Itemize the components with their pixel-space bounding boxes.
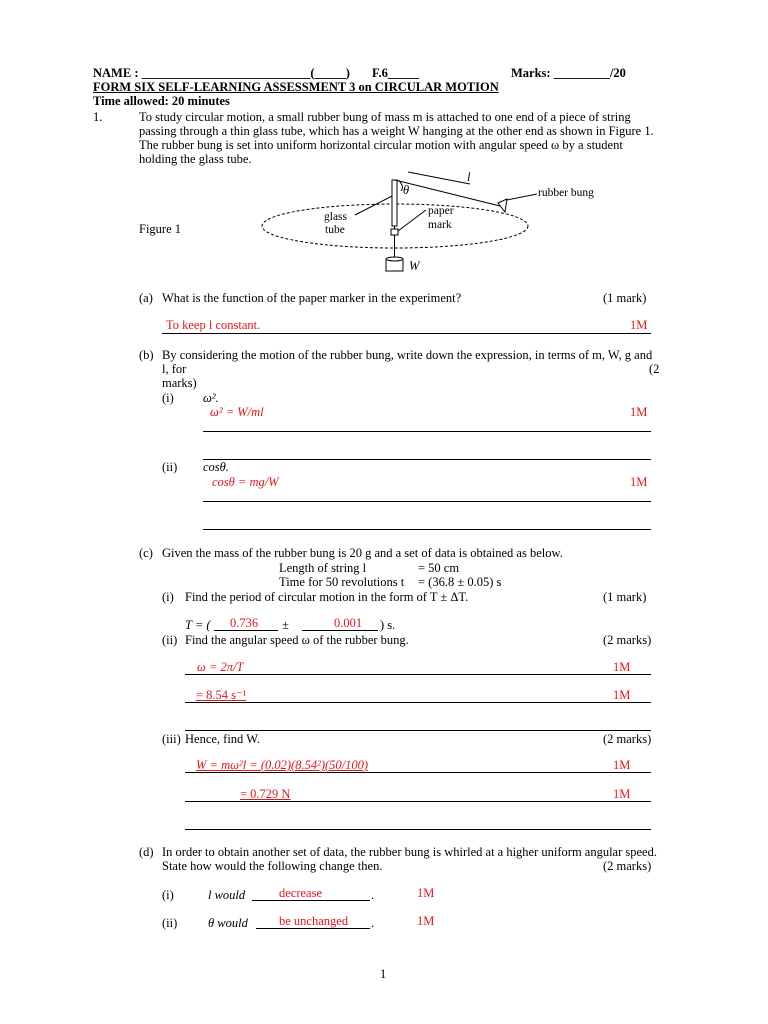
form-field-label: F.6_____ [372,66,420,80]
part-c-sub-ii-text: Find the angular speed ω of the rubber bung. [185,633,409,647]
part-c-sub-i-marks: (1 mark) [603,590,647,604]
part-c-sub-ii-answer-2-mark: 1M [613,688,631,702]
name-field-label: NAME : ___________________________(_____) [93,66,350,80]
part-c-data-2-value: = (36.8 ± 0.05) s [418,575,502,589]
part-b-marks-1: (2 [649,362,660,376]
part-b-sub-i-mark: 1M [630,405,648,419]
part-b-sub-i-line-2 [203,459,651,460]
part-c-question: Given the mass of the rubber bung is 20 g and a set of data is obtained as below. [162,546,563,560]
figure-label-tube: tube [325,224,345,236]
question-intro-line-3: The rubber bung is set into uniform horizontal circular motion with angular speed ω by a student [139,138,623,152]
part-c-sub-ii-line-1 [185,674,651,675]
part-a-question: What is the function of the paper marker in the experiment? [162,291,462,305]
part-a-marks: (1 mark) [603,291,647,305]
question-number: 1. [93,110,103,124]
part-c-T-suffix: ) s. [380,618,396,632]
figure-label-theta: θ [403,183,410,197]
part-a-label: (a) [139,291,153,305]
part-c-sub-ii-answer-1-mark: 1M [613,660,631,674]
part-c-T-blank [214,630,278,631]
figure-caption: Figure 1 [139,222,182,236]
part-c-dT-blank [302,630,378,631]
part-b-sub-ii-answer: cosθ = mg/W [212,475,279,489]
part-c-sub-ii-answer-1: ω = 2π/T [197,660,244,674]
part-d-sub-i-text: l would [208,888,246,902]
part-d-question-line-2: State how would the following change then. [162,859,383,873]
part-d-sub-i-mark: 1M [417,886,435,900]
part-c-T-value: 0.736 [230,616,259,630]
part-c-dT-value: 0.001 [334,616,363,630]
figure-label-glass: glass [324,211,347,223]
part-d-sub-ii-text: θ would [208,916,248,930]
part-c-sub-ii-marks: (2 marks) [603,633,652,647]
part-c-data-1-label: Length of string l [279,561,367,575]
part-c-sub-iii-answer-2: = 0.729 N [240,787,291,801]
part-c-sub-iii-answer-2-mark: 1M [613,787,631,801]
figure-label-l: l [467,170,471,184]
part-c-data-1-value: = 50 cm [418,561,460,575]
part-b-question-line-1: By considering the motion of the rubber bung, write down the expression, in terms of m, W, g and [162,348,653,362]
part-b-sub-ii-text: cosθ. [203,460,229,474]
part-c-sub-iii-answer-1-mark: 1M [613,758,631,772]
part-b-sub-i-text: ω². [203,391,219,405]
part-b-sub-ii-line-2 [203,529,651,530]
part-a-answer-mark: 1M [630,318,648,332]
question-intro-line-2: passing through a thin glass tube, which has a weight W hanging at the other end as shown in Figure 1. [139,124,654,138]
part-d-label: (d) [139,845,154,859]
marks-field-label: Marks: _________/20 [511,66,626,80]
part-a-answer-line [162,333,651,334]
part-c-pm-sign: ± [282,618,289,632]
part-c-sub-i-text: Find the period of circular motion in the form of T ± ΔT. [185,590,469,604]
part-c-sub-iii-text: Hence, find W. [185,732,260,746]
time-allowed: Time allowed: 20 minutes [93,94,230,108]
part-c-sub-iii-line-2 [185,801,651,802]
part-c-sub-ii-line-2 [185,702,651,703]
part-c-label: (c) [139,546,153,560]
part-d-question-line-1: In order to obtain another set of data, the rubber bung is whirled at a higher uniform angular speed. [162,845,657,859]
part-c-sub-iii-answer-1: W = mω²l = (0.02)(8.54²)(50/100) [196,758,369,772]
question-intro-line-1: To study circular motion, a small rubber bung of mass m is attached to one end of a piece of string [139,110,631,124]
part-c-sub-ii-line-3 [185,730,651,731]
part-b-sub-ii-mark: 1M [630,475,648,489]
part-c-sub-iii-marks: (2 marks) [603,732,652,746]
part-b-sub-i-label: (i) [162,391,174,405]
figure-label-rubber-bung: rubber bung [538,187,594,199]
part-b-question-line-2: l, for [162,362,187,376]
part-c-sub-ii-answer-2: = 8.54 s⁻¹ [196,688,247,702]
page-number: 1 [380,967,387,981]
part-c-T-prefix: T = ( [185,618,211,632]
part-a-answer: To keep l constant. [166,318,261,332]
part-c-sub-i-label: (i) [162,590,174,604]
question-intro-line-4: holding the glass tube. [139,152,252,166]
part-d-sub-ii-blank [256,928,370,929]
part-d-sub-ii-answer: be unchanged [279,914,349,928]
part-b-sub-ii-line-1 [203,501,651,502]
part-c-sub-iii-line-1 [185,772,651,773]
part-c-data-2-label: Time for 50 revolutions t [279,575,405,589]
part-d-sub-i-blank [252,900,370,901]
part-c-sub-ii-label: (ii) [162,633,178,647]
part-b-sub-i-answer: ω² = W/ml [210,405,264,419]
part-d-sub-ii-label: (ii) [162,916,178,930]
part-d-sub-ii-mark: 1M [417,914,435,928]
part-d-marks: (2 marks) [603,859,652,873]
part-b-label: (b) [139,348,154,362]
part-d-sub-i-answer: decrease [279,886,323,900]
figure-label-paper: paper [428,205,454,217]
figure-label-mark: mark [428,219,452,231]
part-d-sub-i-label: (i) [162,888,174,902]
assessment-title: FORM SIX SELF-LEARNING ASSESSMENT 3 on CIRCULAR MOTION [93,80,499,94]
part-b-sub-ii-label: (ii) [162,460,178,474]
part-b-marks-2: marks) [162,376,197,390]
figure-label-W: W [409,259,420,273]
part-c-sub-iii-line-3 [185,829,651,830]
part-b-sub-i-line-1 [203,431,651,432]
part-c-sub-iii-label: (iii) [162,732,181,746]
